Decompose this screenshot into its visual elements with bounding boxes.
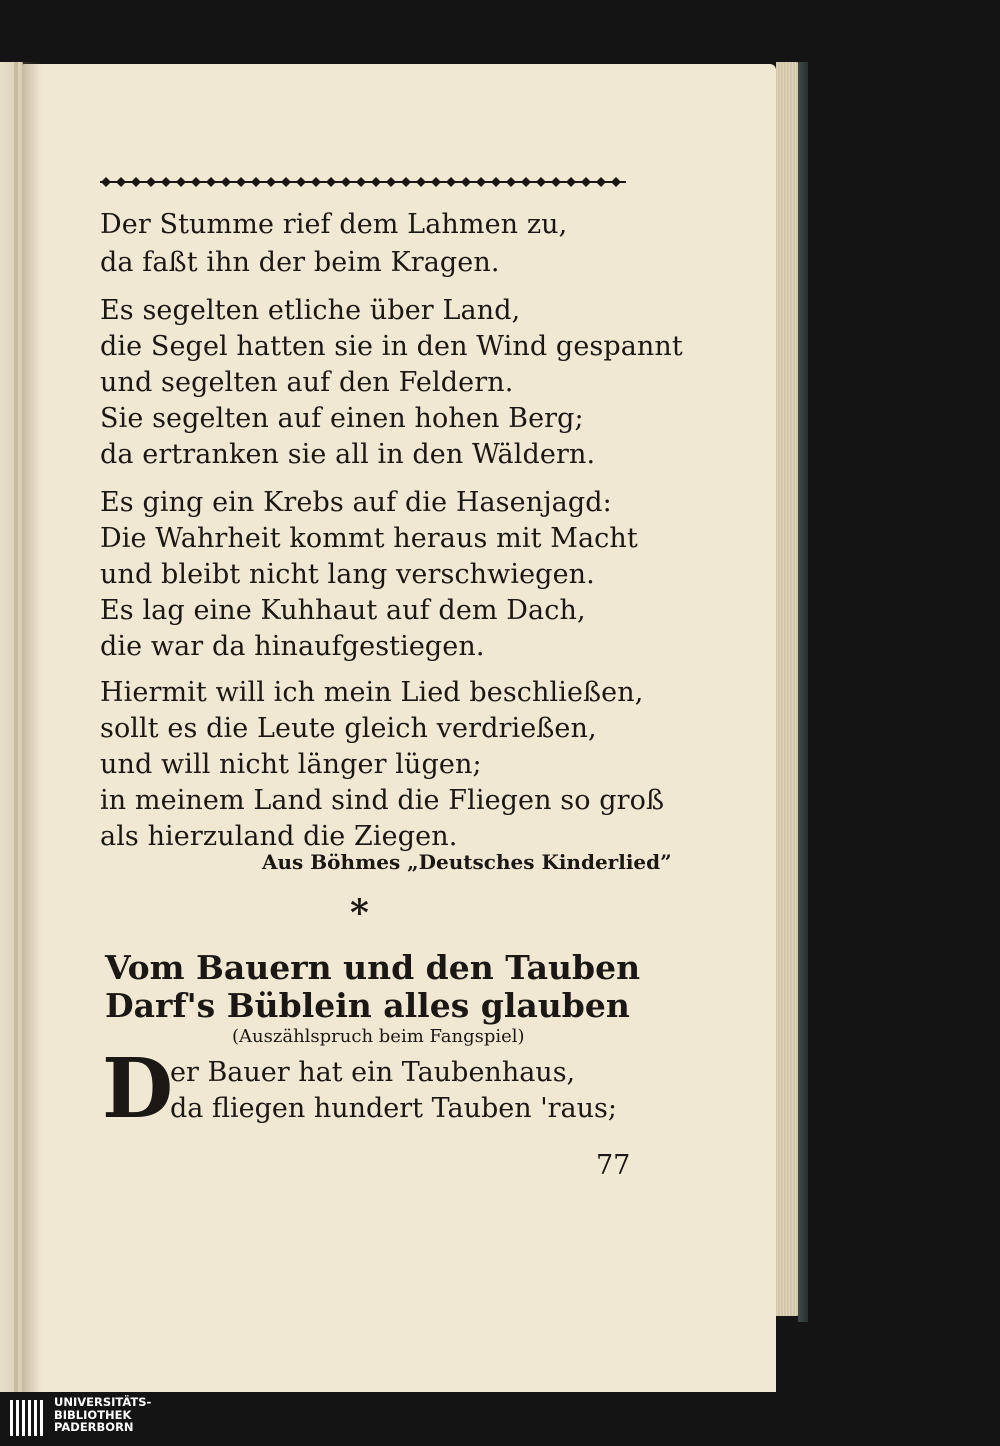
page-number: 77 <box>596 1150 631 1181</box>
ornament-diamond <box>446 177 456 187</box>
section-title: Darf's Büblein alles glauben <box>105 986 630 1025</box>
ornament-diamond <box>251 177 261 187</box>
ornament-diamond <box>281 177 291 187</box>
poem-line: und will nicht länger lügen; <box>100 749 482 780</box>
ornament-diamond <box>416 177 426 187</box>
ornament-diamond <box>311 177 321 187</box>
ornament-diamond <box>581 177 591 187</box>
poem-line: da fliegen hundert Tauben 'raus; <box>170 1093 617 1124</box>
ornament-diamond <box>341 177 351 187</box>
spine-shadow <box>22 62 42 1398</box>
section-subtitle: (Auszählspruch beim Fangspiel) <box>232 1026 525 1047</box>
ornament-diamond <box>131 177 141 187</box>
left-page-edge <box>14 62 18 1398</box>
section-title: Vom Bauern und den Tauben <box>105 948 641 987</box>
poem-line: die war da hinaufgestiegen. <box>100 631 485 662</box>
left-page <box>0 62 23 1398</box>
ornament-diamond <box>221 177 231 187</box>
poem-line: Der Stumme rief dem Lahmen zu, <box>100 209 568 240</box>
ornament-diamond <box>356 177 366 187</box>
ornamental-rule <box>100 176 626 188</box>
poem-line: und bleibt nicht lang verschwiegen. <box>100 559 595 590</box>
poem-line: in meinem Land sind die Fliegen so groß <box>100 785 665 816</box>
source-attribution: Aus Böhmes „Deutsches Kinderlied” <box>262 850 672 874</box>
poem-line: Es lag eine Kuhhaut auf dem Dach, <box>100 595 586 626</box>
poem-line: er Bauer hat ein Taubenhaus, <box>170 1057 576 1088</box>
ornament-diamond <box>266 177 276 187</box>
ornament-diamond <box>386 177 396 187</box>
drop-cap: D <box>102 1041 174 1137</box>
library-name-line: PADERBORN <box>54 1420 134 1434</box>
poem-line: Es segelten etliche über Land, <box>100 295 521 326</box>
library-logo-icon <box>10 1398 46 1438</box>
section-separator: * <box>350 892 369 934</box>
poem-line: die Segel hatten sie in den Wind gespannt <box>100 331 683 362</box>
poem-line: da ertranken sie all in den Wäldern. <box>100 439 596 470</box>
ornament-diamond <box>566 177 576 187</box>
ornament-diamond <box>326 177 336 187</box>
library-name-line: BIBLIOTHEK <box>54 1407 132 1422</box>
ornament-diamond <box>206 177 216 187</box>
poem-line: als hierzuland die Ziegen. <box>100 821 458 852</box>
ornament-diamond <box>371 177 381 187</box>
ornament-diamond <box>176 177 186 187</box>
ornament-diamond <box>476 177 486 187</box>
ornament-diamond <box>101 177 111 187</box>
ornament-diamond <box>191 177 201 187</box>
poem-line: Sie segelten auf einen hohen Berg; <box>100 403 584 434</box>
ornament-diamond <box>551 177 561 187</box>
poem-line: Es ging ein Krebs auf die Hasenjagd: <box>100 487 612 518</box>
ornament-diamond <box>296 177 306 187</box>
ornament-diamond <box>161 177 171 187</box>
cover-edge <box>798 62 808 1322</box>
ornament-diamond <box>611 177 621 187</box>
ornament-diamond <box>116 177 126 187</box>
poem-line: und segelten auf den Feldern. <box>100 367 514 398</box>
ornament-diamond <box>521 177 531 187</box>
poem-line: da faßt ihn der beim Kragen. <box>100 247 500 278</box>
poem-line: Hiermit will ich mein Lied beschließen, <box>100 677 644 708</box>
ornament-diamond <box>536 177 546 187</box>
poem-line: sollt es die Leute gleich verdrießen, <box>100 713 597 744</box>
ornament-diamond <box>491 177 501 187</box>
ornament-diamond <box>461 177 471 187</box>
ornament-diamond <box>401 177 411 187</box>
ornament-diamond <box>146 177 156 187</box>
ornament-diamond <box>236 177 246 187</box>
ornament-diamond <box>431 177 441 187</box>
ornament-diamond <box>596 177 606 187</box>
poem-line: Die Wahrheit kommt heraus mit Macht <box>100 523 638 554</box>
library-name <box>54 1396 151 1434</box>
ornament-diamond <box>506 177 516 187</box>
library-name-line: UNIVERSITÄTS- <box>54 1395 152 1409</box>
